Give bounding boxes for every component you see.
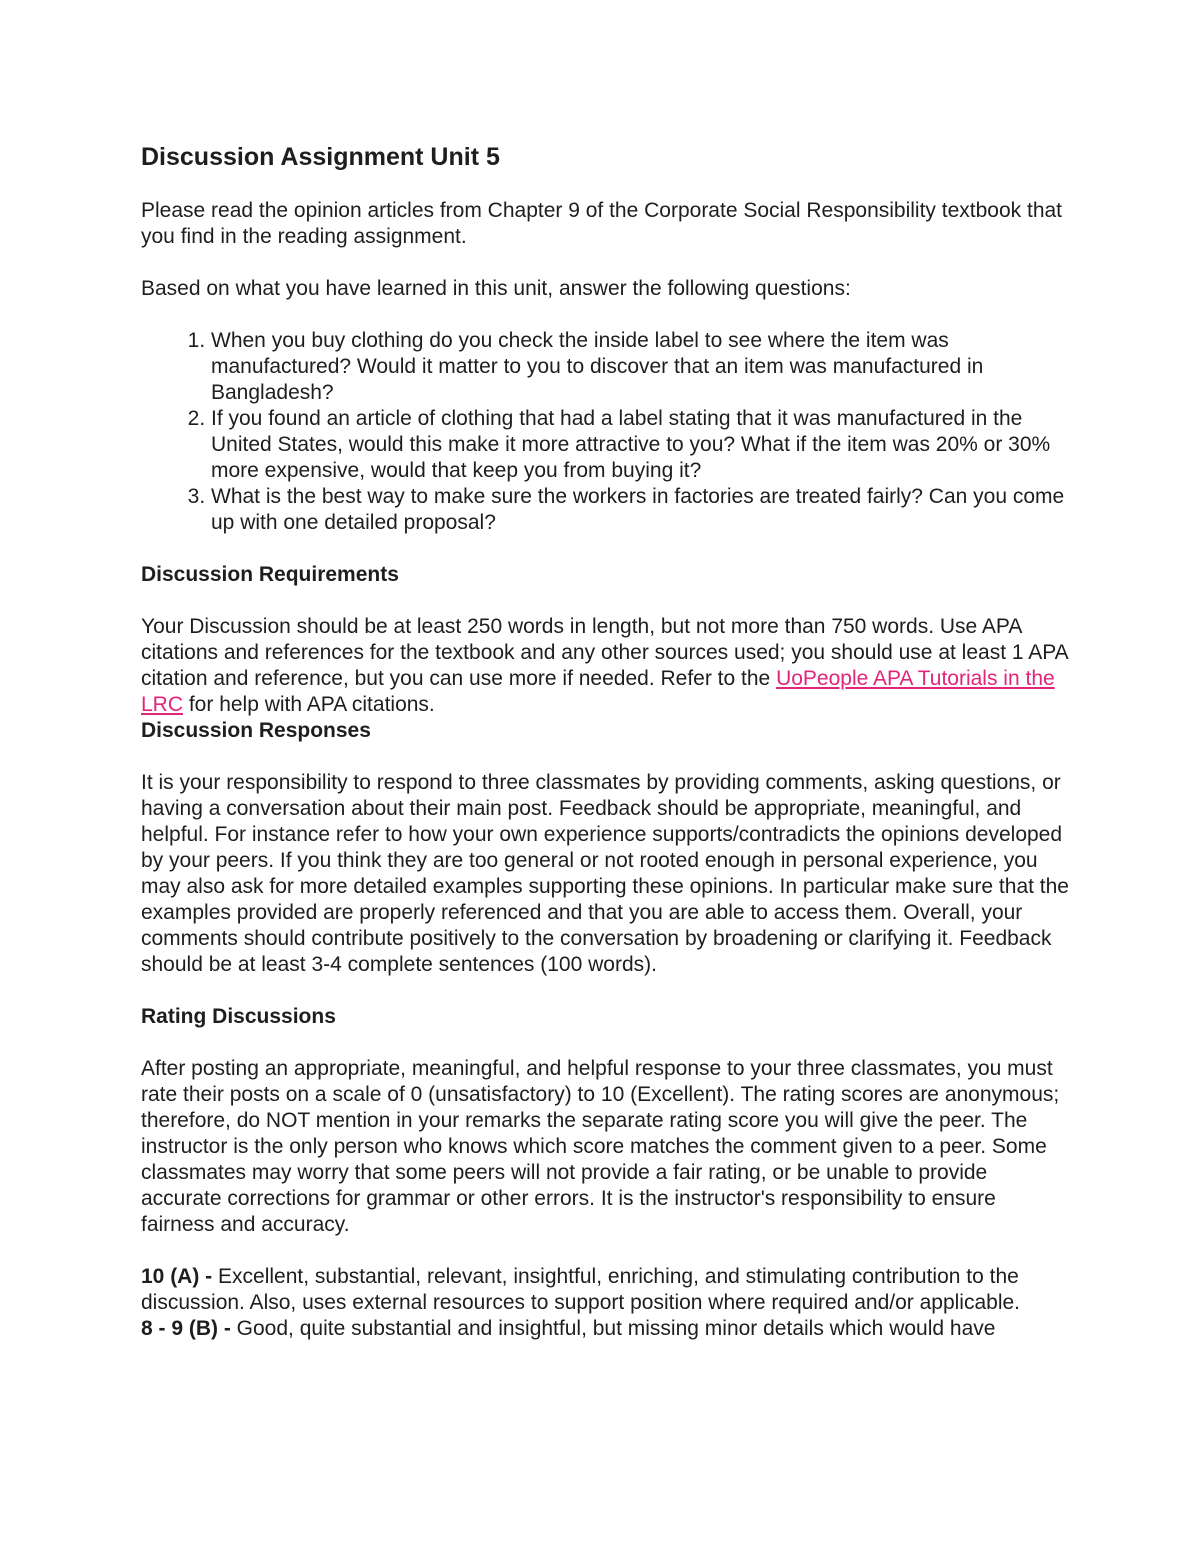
grade-item — [141, 1316, 1071, 1342]
questions-prompt: Based on what you have learned in this unit, answer the following questions: — [141, 277, 851, 300]
requirements-heading: Discussion Requirements — [141, 563, 399, 586]
responses-paragraph: It is your responsibility to respond to three classmates by providing comments, asking questions, or having a conversation about their main post. Feedback should be appropriate, meaningful, and helpful. For instance refer to how your own experience supports/contradicts the opinions developed by your peers. If you think they are too general or not rooted enough in personal experience, you may also ask for more detailed examples supporting these opinions. In particular make sure that the examples provided are properly referenced and that you are able to access them. Overall, your comments should contribute positively to the conversation by broadening or clarifying it. Feedback should be at least 3-4 complete sentences (100 words). — [141, 771, 1069, 976]
grade-list — [141, 1264, 1071, 1342]
responses-heading: Discussion Responses — [141, 719, 371, 742]
grade-item — [141, 1264, 1071, 1316]
rating-paragraph: After posting an appropriate, meaningful, and helpful response to your three classmates, you must rate their posts on a scale of 0 (unsatisfactory) to 10 (Excellent). The rating scores are anonymous; therefore, do NOT mention in your remarks the separate rating score you will give the peer. The instructor is the only person who knows which score matches the comment given to a peer. Some classmates may worry that some peers will not provide a fair rating, or be unable to provide accurate corrections for grammar or other errors. It is the instructor's responsibility to ensure fairness and accuracy. — [141, 1057, 1060, 1236]
question-item: 2. If you found an article of clothing that had a label stating that it was manufactured in the United States, would this make it more attractive to you? What if the item was 20% or 30% more expensive, would that keep you from buying it? — [211, 406, 1071, 484]
requirements-text-end: for help with APA citations. — [183, 693, 435, 716]
requirements-text: Your Discussion should be at least 250 words in length, but not more than 750 words. Use APA citations and references for the textbook and any other sources used; you should use at least 1 APA citation and reference, but you can use more if needed. Refer to the — [141, 615, 1068, 690]
grade-description: Excellent, substantial, relevant, insightful, enriching, and stimulating contribution to the discussion. Also, uses external resources to support position where required and/or applicable. — [141, 1265, 1020, 1314]
document-page — [141, 138, 1071, 1342]
rating-heading: Rating Discussions — [141, 1005, 336, 1028]
intro-paragraph: Please read the opinion articles from Chapter 9 of the Corporate Social Responsibility textbook that you find in the reading assignment. — [141, 199, 1063, 248]
requirements-paragraph — [141, 614, 1071, 718]
question-item: 3. What is the best way to make sure the workers in factories are treated fairly? Can you come up with one detailed proposal? — [211, 484, 1071, 536]
grade-label: 8 - 9 (B) - — [141, 1317, 237, 1340]
questions-list — [141, 328, 1071, 536]
grade-description: Good, quite substantial and insightful, but missing minor details which would have — [236, 1317, 996, 1340]
question-item: 1. When you buy clothing do you check the inside label to see where the item was manufactured? Would it matter to you to discover that an item was manufactured in Bangladesh? — [211, 328, 1071, 406]
document-title: Discussion Assignment Unit 5 — [141, 143, 500, 171]
grade-label: 10 (A) - — [141, 1265, 219, 1288]
apa-tutorials-link[interactable]: UoPeople APA Tutorials in the LRC — [141, 667, 1055, 716]
